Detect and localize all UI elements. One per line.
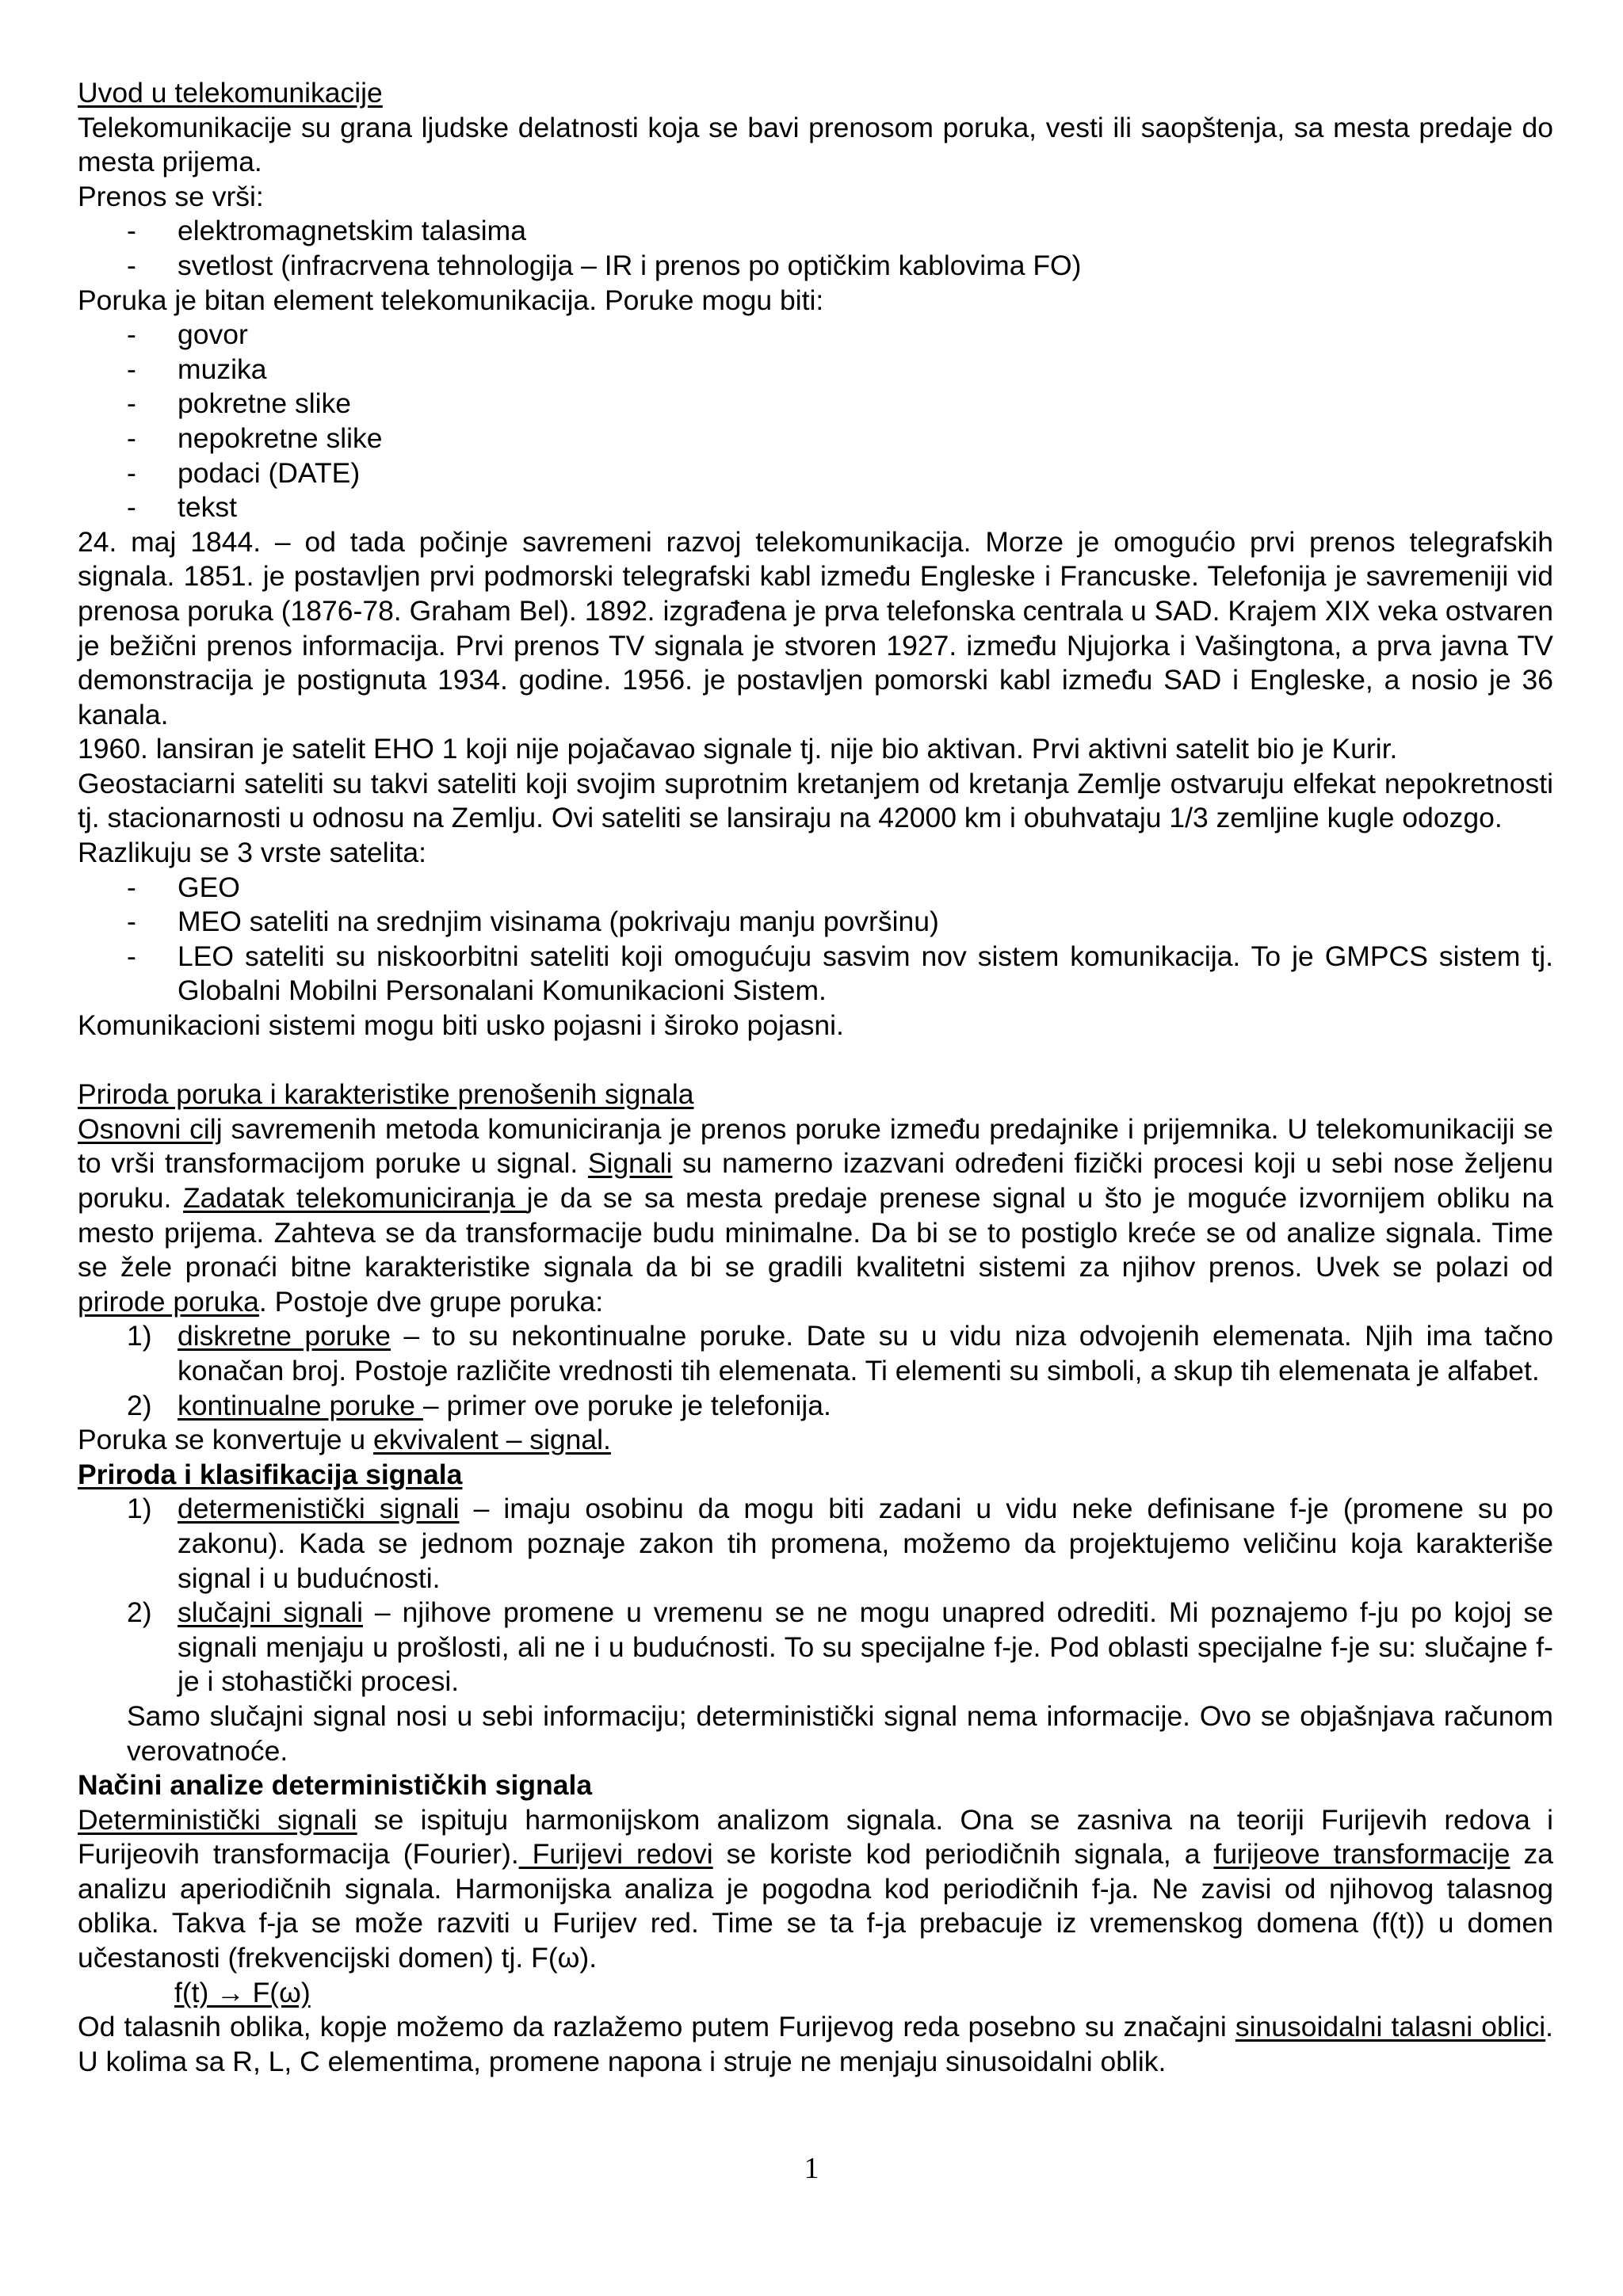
list-prenos	[78, 214, 1553, 283]
paragraph: Prenos se vrši:	[78, 180, 264, 212]
dash-marker: -	[127, 353, 136, 385]
list-item: - podaci (DATE)	[78, 456, 1553, 491]
list-item: - muzika	[78, 353, 1553, 387]
list-item: - govor	[78, 318, 1553, 353]
list-item: - svetlost (infracrvena tehnologija – IR i prenos po optičkim kablovima FO)	[78, 249, 1553, 284]
dash-marker: -	[127, 871, 136, 903]
paragraph: Deterministički signali se ispituju harmonijskom analizom signala. Ona se zasniva na teoriji Furijevih redova i Furijeovih transformacija (Fourier). Furijevi redovi se koriste kod periodičnih signala, a furijeove transformacije za analizu aperiodičnih signala. Harmonijska analiza je pogodna kod periodičnih f-ja. Ne zavisi od njihovog talasnog oblika. Takva f-ja se može razviti u Furijev red. Time se ta f-ja prebacuje iz vremenskog domena (f(t)) u domen učestanosti (frekvencijski domen) tj. F(ω).	[78, 1803, 1553, 1974]
dash-marker: -	[127, 940, 136, 972]
list-item: 2) slučajni signali – njihove promene u vremenu se ne mogu unapred odrediti. Mi poznajemo f-ju po kojoj se signali menjaju u prošlosti, ali ne i u budućnosti. To su specijalne f-je. Pod oblasti specijalne f-je su: slučajne f-je i stohastički procesi.	[127, 1596, 1553, 1698]
dash-marker: -	[127, 318, 136, 351]
list-grupe-poruka	[78, 1319, 1553, 1423]
paragraph: Osnovni cilj savremenih metoda komuniciranja je prenos poruke između predajnike i prijemnika. U telekomunikaciji se to vrši transformacijom poruke u signal. Signali su namerno izazvani određeni fizički procesi koji u sebi nose željenu poruku. Zadatak telekomuniciranja je da se sa mesta predaje prenese signal u što je moguće izvornijem obliku na mesto prijema. Zahteva se da transformacije budu minimalne. Da bi se to postiglo kreće se od analize signala. Time se žele pronaći bitne karakteristike signala da bi se gradili kvalitetni sistemi za njihov prenos. Uvek se polazi od prirode poruka. Postoje dve grupe poruka:	[78, 1112, 1553, 1318]
dash-marker: -	[127, 456, 136, 489]
dash-marker: -	[127, 215, 136, 247]
formula-line	[78, 1976, 1553, 2011]
section-title-priroda-poruka: Priroda poruka i karakteristike prenošenih signala	[78, 1078, 694, 1111]
section-title-analiza: Načini analize determinističkih signala	[78, 1769, 593, 1802]
spacer	[78, 1043, 1553, 1078]
section-title-klasifikacija: Priroda i klasifikacija signala	[78, 1458, 463, 1490]
paragraph: Komunikacioni sistemi mogu biti usko pojasni i široko pojasni.	[78, 1009, 844, 1042]
list-item: - elektromagnetskim talasima	[78, 214, 1553, 249]
paragraph: Od talasnih oblika, kopje možemo da razlažemo putem Furijevog reda posebno su značajni sinusoidalni talasni oblici. U kolima sa R, L, C elementima, promene napona i struje ne menjaju sinusoidalni oblik.	[78, 2011, 1553, 2077]
section-title-uvod: Uvod u telekomunikacije	[78, 77, 383, 109]
formula: f(t) → F(ω)	[174, 1976, 311, 2008]
dash-marker: -	[127, 491, 136, 524]
list-item: 1) diskretne poruke – to su nekontinualne poruke. Date su u vidu niza odvojenih elemenata. Njih ima tačno konačan broj. Postoje različite vrednosti tih elemenata. Ti elementi su simboli, a skup tih elemenata je alfabet.	[127, 1320, 1553, 1386]
paragraph: Razlikuju se 3 vrste satelita:	[78, 837, 426, 869]
list-item: - pokretne slike	[78, 387, 1553, 421]
dash-marker: -	[127, 387, 136, 420]
list-poruke	[78, 318, 1553, 525]
paragraph: 1960. lansiran je satelit EHO 1 koji nije pojačavao signale tj. nije bio aktivan. Prvi aktivni satelit bio je Kurir.	[78, 733, 1398, 765]
list-sateliti	[78, 871, 1553, 1009]
list-vrste-signala	[78, 1492, 1553, 1699]
list-item: - tekst	[78, 490, 1553, 525]
page-number: 1	[804, 2152, 819, 2185]
paragraph: Poruka je bitan element telekomunikacija. Poruke mogu biti:	[78, 284, 824, 316]
paragraph: Samo slučajni signal nosi u sebi informaciju; deterministički signal nema informacije. Ovo se objašnjava računom verovatnoće.	[127, 1699, 1553, 1767]
dash-marker: -	[127, 421, 136, 454]
list-item: 2) kontinualne poruke – primer ove poruke je telefonija.	[127, 1389, 831, 1421]
paragraph: Poruka se konvertuje u ekvivalent – signal.	[78, 1424, 611, 1456]
list-item: 1) determenistički signali – imaju osobinu da mogu biti zadani u vidu neke definisane f-je (promene su po zakonu). Kada se jednom poznaje zakon tih promena, možemo da projektujemo veličinu koja karakteriše signal i u budućnosti.	[127, 1493, 1553, 1594]
dash-marker: -	[127, 906, 136, 938]
dash-marker: -	[127, 249, 136, 281]
paragraph: 24. maj 1844. – od tada počinje savremeni razvoj telekomunikacija. Morze je omogućio prvi prenos telegrafskih signala. 1851. je postavljen prvi podmorski telegrafski kabl između Engleske i Francuske. Telefonija je savremeniji vid prenosa poruka (1876-78. Graham Bel). 1892. izgrađena je prva telefonska centrala u SAD. Krajem XIX veka ostvaren je bežični prenos informacija. Prvi prenos TV signala je stvoren 1927. između Njujorka i Vašingtona, a prva javna TV demonstracija je postignuta 1934. godine. 1956. je postavljen pomorski kabl između SAD i Engleske, a nosio je 36 kanala.	[78, 525, 1553, 730]
list-item: - MEO sateliti na srednjim visinama (pokrivaju manju površinu)	[78, 905, 1553, 940]
paragraph: Telekomunikacije su grana ljudske delatnosti koja se bavi prenosom poruka, vesti ili saopštenja, sa mesta predaje do mesta prijema.	[78, 111, 1553, 178]
list-item: - LEO sateliti su niskoorbitni sateliti koji omogućuju sasvim nov sistem komunikacija. To je GMPCS sistem tj. Globalni Mobilni Personalani Komunikacioni Sistem.	[127, 940, 1553, 1007]
list-item: - nepokretne slike	[78, 421, 1553, 456]
list-item: - GEO	[78, 871, 1553, 906]
document-page	[78, 76, 1553, 2079]
paragraph: Geostaciarni sateliti su takvi sateliti koji svojim suprotnim kretanjem od kretanja Zemlje ostvaruju elfekat nepokretnosti tj. stacionarnosti u odnosu na Zemlju. Ovi sateliti se lansiraju na 42000 km i obuhvataju 1/3 zemljine kugle odozgo.	[78, 767, 1553, 834]
